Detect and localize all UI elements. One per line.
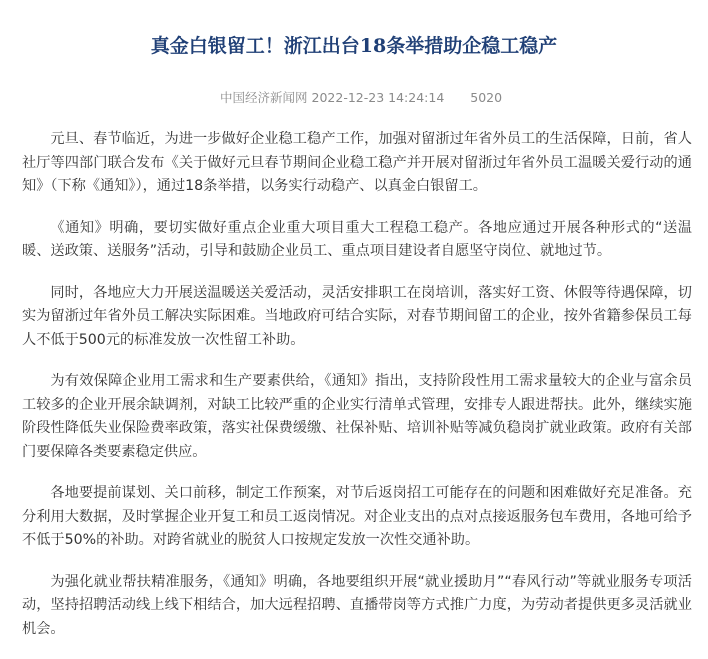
paragraph: 《通知》明确，要切实做好重点企业重大项目重大工程稳工稳产。各地应通过开展各种形式的“送温暖、送政策、送服务”活动，引导和鼓励企业员工、重点项目建设者自愿坚守岗位、就地过节。: [22, 219, 692, 259]
view-count: 5020: [470, 90, 503, 105]
paragraph: 元旦、春节临近，为进一步做好企业稳工稳产工作，加强对留浙过年省外员工的生活保障，日前，省人社厅等四部门联合发布《关于做好元旦春节期间企业稳工稳产并开展对留浙过年省外员工温暖关爱行动的通知》（下称《通知》），通过18条举措，以务实行动稳产、以真金白银留工。: [22, 131, 692, 194]
publish-datetime: 2022-12-23 14:24:14: [311, 90, 445, 105]
paragraph: 各地要提前谋划、关口前移，制定工作预案，对节后返岗招工可能存在的问题和困难做好充足准备。充分利用大数据，及时掌握企业开复工和员工返岗情况。对企业支出的点对点接返服务包车费用，各地可给予不低于50%的补助。对跨省就业的脱贫人口按规定发放一次性交通补助。: [22, 485, 692, 548]
article-meta: [220, 88, 502, 108]
paragraph: 同时，各地应大力开展送温暖送关爱活动，灵活安排职工在岗培训，落实好工资、休假等待遇保障，切实为留浙过年省外员工解决实际困难。当地政府可结合实际，对春节期间留工的企业，按外省籍参保员工每人不低于500元的标准发放一次性留工补助。: [22, 284, 692, 348]
paragraph: 为强化就业帮扶精准服务，《通知》明确，各地要组织开展“就业援助月”“春风行动”等就业服务专项活动，坚持招聘活动线上线下相结合，加大远程招聘、直播带岗等方式推广力度，为劳动者提供更多灵活就业机会。: [22, 573, 692, 637]
article-title: 真金白银留工！浙江出台18条举措助企稳工稳产: [150, 35, 558, 57]
article-body: [22, 128, 692, 659]
paragraph: 为有效保障企业用工需求和生产要素供给，《通知》指出，支持阶段性用工需求量较大的企业与富余员工较多的企业开展余缺调剂，对缺工比较严重的企业实行清单式管理，安排专人跟进帮扶。此外，继续实施阶段性降低失业保险费率政策，落实社保费缓缴、社保补贴、培训补贴等减负稳岗扩就业政策。政府有关部门要保障各类要素稳定供应。: [22, 373, 692, 460]
source-label: 中国经济新闻网: [220, 90, 308, 105]
